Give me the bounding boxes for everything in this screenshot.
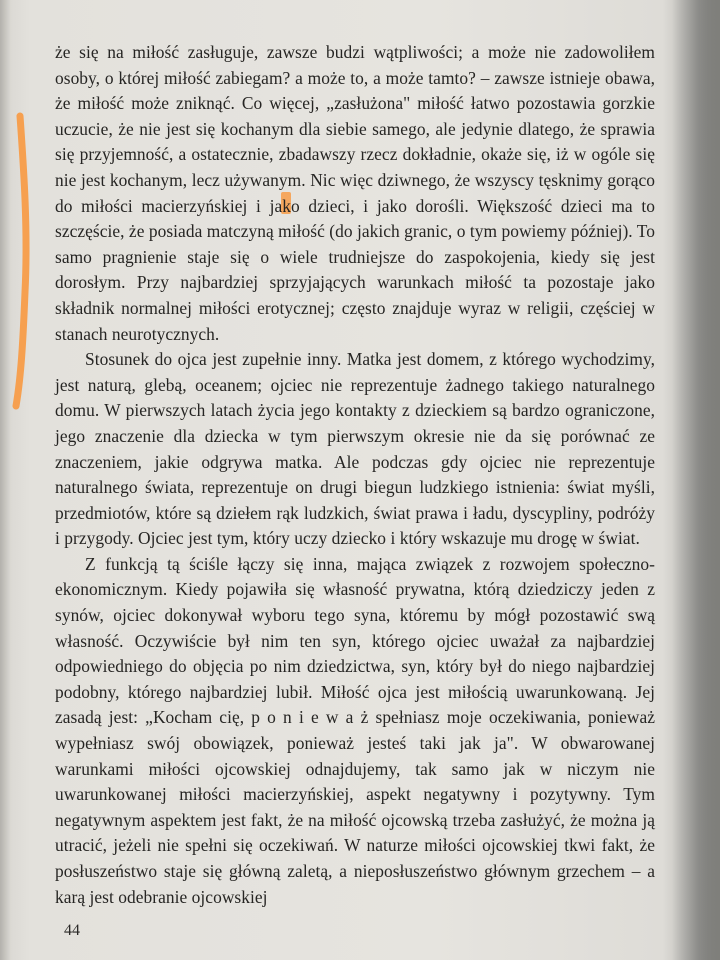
paragraph-3: Z funkcją tą ściśle łączy się inna, mająca związek z rozwojem społeczno-ekonomicznym. Kiedy pojawiła się własność prywatna, którą dziedziczy jeden z synów, ojciec dokonywał wyboru tego syna, któremu by mógł pozostawić swą własność. Oczywiście był nim ten syn, którego ojciec uważał za najbardziej odpowiedniego do objęcia po nim dziedzictwa, syn, który był do niego najbardziej podobny, którego najbardziej lubił. Miłość ojca jest miłością uwarunkowaną. Jej zasadą jest: „Kocham cię, p o n i e w a ż spełniasz moje oczekiwania, ponieważ wypełniasz swój obowiązek, ponieważ jesteś taki jak ja". W obwarowanej warunkami miłości ojcowskiej odnajdujemy, tak samo jak w niczym nie uwarunkowanej miłości macierzyńskiej, aspekt negatywny i pozytywny. Tym negatywnym aspektem jest fakt, że na miłość ojcowską trzeba zasłużyć, że można ją utracić, jeżeli nie spełni się oczekiwań. W naturze miłości ojcowskiej tkwi fakt, że posłuszeństwo staje się główną zaletą, a nieposłuszeństwo głównym grzechem – a karą jest odebranie ojcowskiej [55,553,655,907]
paragraph-1: że się na miłość zasługuje, zawsze budzi wątpliwości; a może nie zadowoliłem osoby, o której miłość zabiegam? a może to, a może tamto? – zawsze istnieje obawa, że miłość może zniknąć. Co więcej, „zasłużona" miłość łatwo pozostawia gorzkie uczucie, że nie jest się kochanym dla siebie samego, ale jedynie dlatego, że sprawia się przyjemność, a ostatecznie, zbadawszy rzecz dokładnie, okaże się, iż w ogóle się nie jest kochanym, lecz używanym. Nic więc dziwnego, że wszyscy tęsknimy gorąco do miłości macierzyńskiej i jako dzieci, i jako dorośli. Większość dzieci ma to szczęście, że posiada matczyną miłość (do jakich granic, o tym powiemy później). To samo pragnienie staje się o wiele trudniejsze do zaspokojenia, kiedy się jest dorosłym. Przy najbardziej sprzyjających warunkach miłość ta pozostaje jako składnik normalnej miłości erotycznej; często znajduje wyraz w religii, częściej w stanach neurotycznych. [55,42,655,344]
body-text [55,40,655,910]
orange-highlight-mark [8,112,34,412]
page-number: 44 [64,922,80,939]
page-text-block [55,40,655,910]
paragraph-2: Stosunek do ojca jest zupełnie inny. Matka jest domem, z którego wychodzimy, jest naturą, glebą, oceanem; ojciec nie reprezentuje żadnego takiego naturalnego domu. W pierwszych latach życia jego kontakty z dzieckiem są bardzo ograniczone, jego znaczenie dla dziecka w tym pierwszym okresie nie da się porównać ze znaczeniem, jakie odgrywa matka. Ale podczas gdy ojciec nie reprezentuje naturalnego świata, reprezentuje on drugi biegun ludzkiego istnienia: świat myśli, przedmiotów, które są dziełem rąk ludzkich, świat prawa i ładu, dyscypliny, podróży i przygody. Ojciec jest tym, który uczy dziecko i który wskazuje mu drogę w świat. [55,349,655,549]
page-shadow [672,0,720,960]
